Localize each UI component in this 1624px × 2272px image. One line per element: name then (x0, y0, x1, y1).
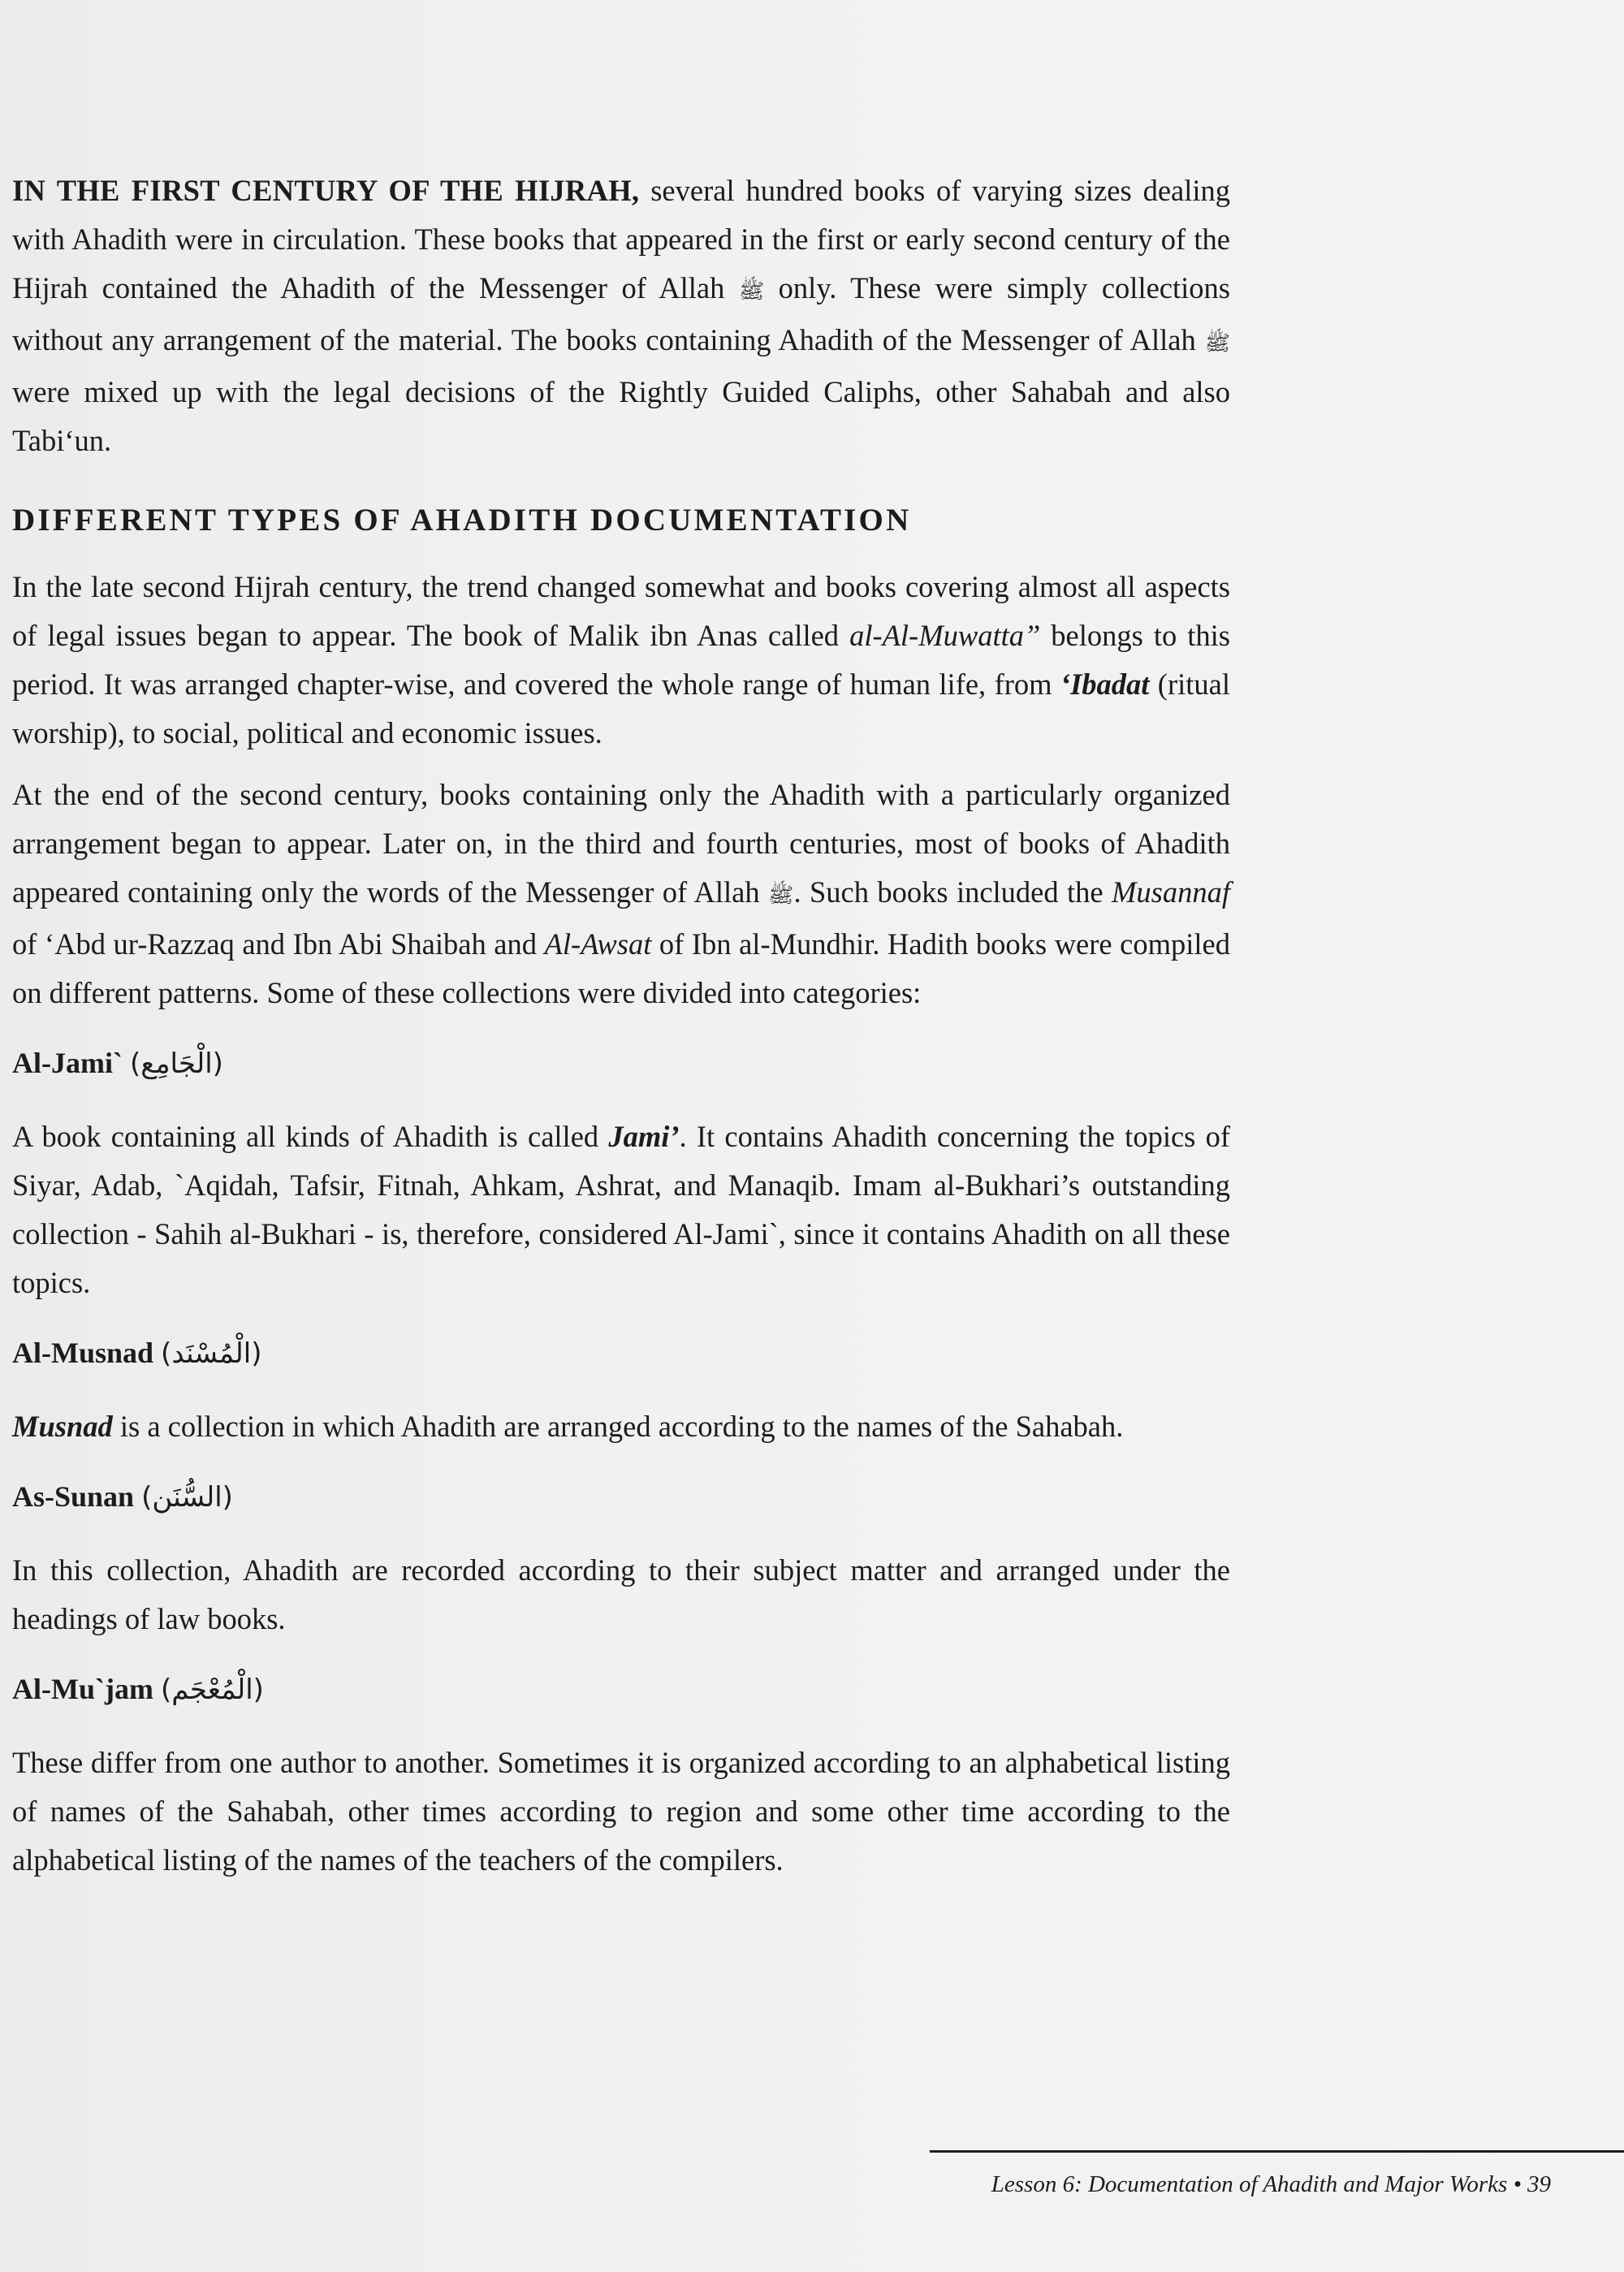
para2-text-2: belongs to this period. It was arranged chapter-wise, and covered the whole range of human life, from (12, 619, 1230, 701)
intro-lead: IN THE FIRST CENTURY OF THE HIJRAH, (12, 174, 640, 207)
sunan-heading-text: As-Sunan (12, 1480, 135, 1513)
mujam-paragraph: These differ from one author to another. Sometimes it is organized according to an alphabetical listing of names of the Sahabah, other times according to region and some other time according to the alphabetical listing of the names of the teachers of the compilers. (12, 1746, 1230, 1877)
intro-text-1: several hundred books of varying sizes dealing with Ahadith were in circulation. These books that appeared in the first or early second century of the Hijrah contained the Ahadith of the Messenger of Allah (12, 174, 1230, 305)
para2-text-1: In the late second Hijrah century, the trend changed somewhat and books covering almost all aspects of legal issues began to appear. The book of Malik ibn Anas called (12, 570, 1230, 652)
paragraph-late-second-century (12, 563, 1230, 758)
musannaf-title: Musannaf (1112, 875, 1231, 909)
mujam-arabic: (الْمُعْجَم) (160, 1674, 264, 1706)
musnad-heading (12, 1328, 1230, 1378)
footer-divider (930, 2150, 1624, 2153)
para3-text-2: . Such books included the (793, 875, 1112, 909)
jami-text-1: A book containing all kinds of Ahadith is called (12, 1120, 609, 1153)
intro-text-3: were mixed up with the legal decisions of the Rightly Guided Caliphs, other Sahabah and also Tabi‘un. (12, 375, 1230, 457)
jami-text-2: . It contains Ahadith concerning the topics of Siyar, Adab, `Aqidah, Tafsir, Fitnah, Ahkam, Ashrat, and Manaqib. Imam al-Bukhari’s outstanding collection - Sahih al-Bukhari - is, therefore, considered Al-Jami`, since it contains Ahadith on all these topics. (12, 1120, 1230, 1299)
paragraph-end-second-century (12, 771, 1230, 1017)
para3-text-3: of ‘Abd ur-Razzaq and Ibn Abi Shaibah and (12, 927, 545, 961)
page-footer: Lesson 6: Documentation of Ahadith and Major Works • 39 (991, 2171, 1551, 2197)
mujam-heading (12, 1665, 1230, 1714)
page-content (12, 166, 1230, 1885)
musnad-paragraph (12, 1402, 1230, 1451)
musnad-term: Musnad (12, 1410, 113, 1443)
section-heading: DIFFERENT TYPES OF AHADITH DOCUMENTATION (12, 503, 912, 538)
jami-heading-text: Al-Jami` (12, 1047, 123, 1079)
sunan-heading (12, 1472, 1230, 1522)
para3-text-1: At the end of the second century, books containing only the Ahadith with a particularly organized arrangement began to appear. Later on, in the third and fourth centuries, most of books of Ahadith appeared containing only the words of the Messenger of Allah (12, 778, 1230, 909)
awsat-title: Al-Awsat (544, 927, 652, 961)
mujam-heading-text: Al-Mu`jam (12, 1673, 153, 1705)
jami-heading (12, 1039, 1230, 1088)
honorific-symbol: ﷺ (768, 883, 794, 908)
sunan-paragraph: In this collection, Ahadith are recorded according to their subject matter and arranged under the headings of law books. (12, 1553, 1230, 1635)
intro-text-2: only. These were simply collections without any arrangement of the material. The books containing Ahadith of the Messenger of Allah (12, 271, 1230, 356)
musnad-text: is a collection in which Ahadith are arranged according to the names of the Sahabah. (112, 1410, 1124, 1443)
ibadat-term: ‘Ibadat (1060, 667, 1150, 701)
intro-paragraph (12, 166, 1230, 465)
musnad-heading-text: Al-Musnad (12, 1337, 154, 1369)
jami-term: Jami’ (608, 1120, 680, 1153)
para3-text-4: of Ibn al-Mundhir. Hadith books were compiled on different patterns. Some of these collections were divided into categories: (12, 927, 1230, 1009)
sunan-arabic: (السُّنَن) (141, 1481, 233, 1514)
muwatta-title: al-Al-Muwatta” (849, 619, 1041, 652)
honorific-symbol: ﷺ (1204, 331, 1230, 356)
honorific-symbol: ﷺ (738, 279, 765, 304)
musnad-arabic: (الْمُسْنَد) (161, 1337, 262, 1370)
para2-text-3: (ritual worship), to social, political and economic issues. (12, 667, 1230, 749)
jami-paragraph (12, 1112, 1230, 1307)
jami-arabic: (الْجَامِع) (129, 1047, 223, 1080)
